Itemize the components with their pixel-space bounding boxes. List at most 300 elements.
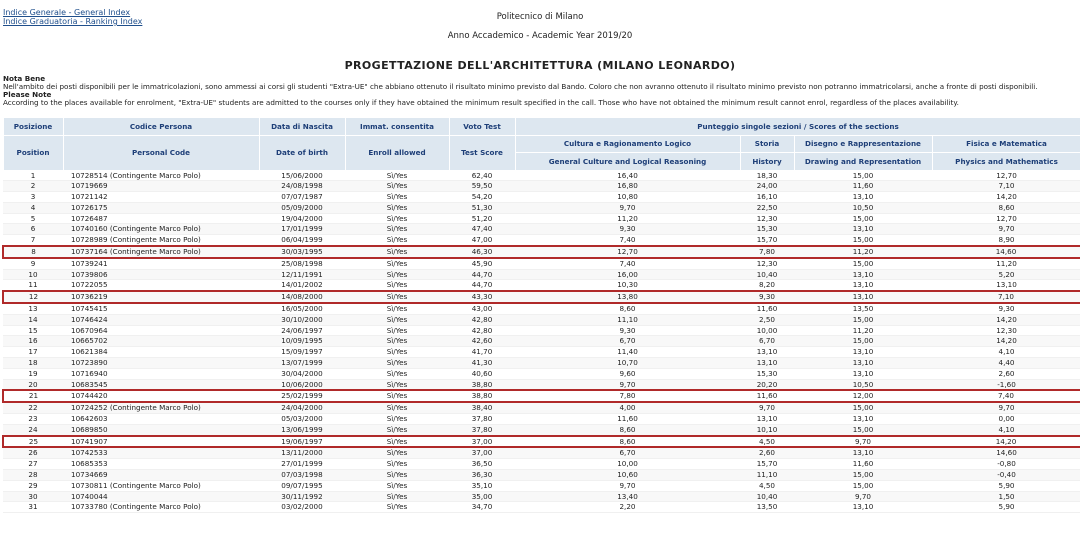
cell-date-of-birth: 14/08/2000: [259, 291, 345, 303]
cell-score-history: 13,50: [740, 502, 794, 513]
cell-score-physics-math: 12,70: [932, 213, 1080, 224]
table-row: [3, 181, 1080, 192]
cell-position: 30: [3, 491, 63, 502]
cell-score-physics-math: 14,20: [932, 192, 1080, 203]
cell-enroll-allowed: Sì/Yes: [345, 402, 449, 413]
cell-personal-code: 10685353: [63, 459, 259, 470]
cell-score-history: 10,00: [740, 325, 794, 336]
table-body: [3, 170, 1080, 513]
cell-score-history: 13,10: [740, 358, 794, 369]
cell-personal-code: 10746424: [63, 314, 259, 325]
cell-score-drawing: 11,60: [794, 181, 932, 192]
cell-score-culture-logic: 13,40: [515, 491, 740, 502]
cell-enroll-allowed: Sì/Yes: [345, 181, 449, 192]
note-it-title: Nota Bene: [3, 75, 46, 83]
cell-score-physics-math: 9,70: [932, 402, 1080, 413]
cell-date-of-birth: 25/02/1999: [259, 390, 345, 402]
cell-enroll-allowed: Sì/Yes: [345, 170, 449, 181]
cell-score-culture-logic: 2,20: [515, 502, 740, 513]
cell-enroll-allowed: Sì/Yes: [345, 291, 449, 303]
cell-score-physics-math: 12,30: [932, 325, 1080, 336]
header-s3-en: Drawing and Representation: [794, 153, 932, 171]
cell-score-culture-logic: 8,60: [515, 436, 740, 448]
cell-score-physics-math: 12,70: [932, 170, 1080, 181]
cell-position: 24: [3, 424, 63, 435]
cell-personal-code: 10723890: [63, 358, 259, 369]
cell-score-culture-logic: 11,20: [515, 213, 740, 224]
cell-position: 7: [3, 235, 63, 246]
cell-enroll-allowed: Sì/Yes: [345, 424, 449, 435]
cell-score-history: 10,40: [740, 269, 794, 280]
cell-personal-code: 10741907: [63, 436, 259, 448]
cell-score-physics-math: 4,10: [932, 424, 1080, 435]
cell-score-drawing: 11,20: [794, 246, 932, 258]
cell-enroll-allowed: Sì/Yes: [345, 303, 449, 314]
cell-test-score: 42,60: [449, 336, 515, 347]
cell-score-physics-math: 7,10: [932, 291, 1080, 303]
cell-test-score: 46,30: [449, 246, 515, 258]
cell-date-of-birth: 05/03/2000: [259, 414, 345, 425]
cell-score-drawing: 15,00: [794, 235, 932, 246]
cell-enroll-allowed: Sì/Yes: [345, 213, 449, 224]
cell-score-drawing: 15,00: [794, 402, 932, 413]
cell-score-history: 11,60: [740, 390, 794, 402]
cell-score-physics-math: 7,40: [932, 390, 1080, 402]
cell-score-history: 13,10: [740, 347, 794, 358]
cell-score-physics-math: 8,90: [932, 235, 1080, 246]
cell-score-culture-logic: 9,70: [515, 379, 740, 390]
table-row-highlighted: [3, 291, 1080, 303]
cell-position: 17: [3, 347, 63, 358]
table-row: [3, 235, 1080, 246]
cell-score-history: 7,80: [740, 246, 794, 258]
ranking-table-wrap: [2, 117, 1080, 513]
cell-enroll-allowed: Sì/Yes: [345, 470, 449, 481]
cell-date-of-birth: 09/07/1995: [259, 480, 345, 491]
cell-date-of-birth: 13/06/1999: [259, 424, 345, 435]
cell-position: 1: [3, 170, 63, 181]
cell-enroll-allowed: Sì/Yes: [345, 390, 449, 402]
cell-score-physics-math: 5,90: [932, 480, 1080, 491]
cell-date-of-birth: 12/11/1991: [259, 269, 345, 280]
general-index-link[interactable]: Indice Generale - General Index: [3, 8, 131, 17]
cell-score-drawing: 11,60: [794, 459, 932, 470]
cell-position: 15: [3, 325, 63, 336]
institution-name: Politecnico di Milano: [496, 12, 584, 22]
cell-score-physics-math: 9,30: [932, 303, 1080, 314]
header-position-it: Posizione: [3, 118, 63, 136]
cell-date-of-birth: 19/06/1997: [259, 436, 345, 448]
cell-score-drawing: 12,00: [794, 390, 932, 402]
cell-score-drawing: 13,10: [794, 358, 932, 369]
cell-score-drawing: 13,10: [794, 368, 932, 379]
cell-position: 22: [3, 402, 63, 413]
cell-test-score: 42,80: [449, 325, 515, 336]
table-row: [3, 379, 1080, 390]
cell-score-history: 2,50: [740, 314, 794, 325]
cell-personal-code: 10728989 (Contingente Marco Polo): [63, 235, 259, 246]
cell-test-score: 38,40: [449, 402, 515, 413]
ranking-index-link[interactable]: Indice Graduatoria - Ranking Index: [3, 17, 143, 26]
cell-enroll-allowed: Sì/Yes: [345, 314, 449, 325]
cell-score-culture-logic: 11,60: [515, 414, 740, 425]
cell-score-history: 4,50: [740, 436, 794, 448]
cell-enroll-allowed: Sì/Yes: [345, 480, 449, 491]
cell-score-physics-math: 7,10: [932, 181, 1080, 192]
header-s4-en: Physics and Mathematics: [932, 153, 1080, 171]
cell-enroll-allowed: Sì/Yes: [345, 202, 449, 213]
cell-score-culture-logic: 7,40: [515, 235, 740, 246]
cell-enroll-allowed: Sì/Yes: [345, 447, 449, 458]
table-row: [3, 459, 1080, 470]
cell-enroll-allowed: Sì/Yes: [345, 502, 449, 513]
cell-score-history: 4,50: [740, 480, 794, 491]
cell-personal-code: 10621384: [63, 347, 259, 358]
cell-enroll-allowed: Sì/Yes: [345, 459, 449, 470]
cell-enroll-allowed: Sì/Yes: [345, 246, 449, 258]
cell-score-culture-logic: 10,00: [515, 459, 740, 470]
cell-score-physics-math: 5,20: [932, 269, 1080, 280]
cell-score-physics-math: 1,50: [932, 491, 1080, 502]
cell-score-culture-logic: 16,00: [515, 269, 740, 280]
cell-enroll-allowed: Sì/Yes: [345, 235, 449, 246]
table-row: [3, 358, 1080, 369]
cell-enroll-allowed: Sì/Yes: [345, 224, 449, 235]
cell-score-culture-logic: 8,60: [515, 303, 740, 314]
table-row: [3, 303, 1080, 314]
cell-score-physics-math: 14,60: [932, 246, 1080, 258]
cell-score-drawing: 13,50: [794, 303, 932, 314]
note-en-title: Please Note: [3, 91, 52, 99]
cell-test-score: 43,30: [449, 291, 515, 303]
cell-personal-code: 10689850: [63, 424, 259, 435]
cell-score-physics-math: -0,40: [932, 470, 1080, 481]
table-row: [3, 325, 1080, 336]
cell-test-score: 54,20: [449, 192, 515, 203]
cell-position: 12: [3, 291, 63, 303]
cell-score-physics-math: 13,10: [932, 280, 1080, 291]
cell-date-of-birth: 13/11/2000: [259, 447, 345, 458]
cell-position: 4: [3, 202, 63, 213]
header-s2-en: History: [740, 153, 794, 171]
cell-score-history: 15,30: [740, 224, 794, 235]
cell-score-drawing: 10,50: [794, 379, 932, 390]
cell-personal-code: 10722055: [63, 280, 259, 291]
cell-date-of-birth: 19/04/2000: [259, 213, 345, 224]
cell-score-history: 15,70: [740, 459, 794, 470]
cell-score-history: 11,10: [740, 470, 794, 481]
table-row: [3, 424, 1080, 435]
table-row: [3, 502, 1080, 513]
cell-score-history: 10,40: [740, 491, 794, 502]
cell-score-history: 11,60: [740, 303, 794, 314]
cell-score-physics-math: 8,60: [932, 202, 1080, 213]
cell-position: 28: [3, 470, 63, 481]
cell-test-score: 37,00: [449, 436, 515, 448]
cell-date-of-birth: 16/05/2000: [259, 303, 345, 314]
cell-score-drawing: 10,50: [794, 202, 932, 213]
cell-date-of-birth: 07/03/1998: [259, 470, 345, 481]
cell-score-drawing: 15,00: [794, 258, 932, 269]
cell-personal-code: 10728514 (Contingente Marco Polo): [63, 170, 259, 181]
cell-score-culture-logic: 8,60: [515, 424, 740, 435]
cell-position: 5: [3, 213, 63, 224]
cell-enroll-allowed: Sì/Yes: [345, 379, 449, 390]
table-row: [3, 447, 1080, 458]
cell-score-physics-math: 4,40: [932, 358, 1080, 369]
cell-score-culture-logic: 13,80: [515, 291, 740, 303]
cell-score-culture-logic: 10,70: [515, 358, 740, 369]
table-row: [3, 491, 1080, 502]
table-row: [3, 192, 1080, 203]
cell-test-score: 37,00: [449, 447, 515, 458]
cell-score-history: 6,70: [740, 336, 794, 347]
cell-score-physics-math: 0,00: [932, 414, 1080, 425]
cell-position: 19: [3, 368, 63, 379]
cell-personal-code: 10740044: [63, 491, 259, 502]
cell-score-physics-math: 11,20: [932, 258, 1080, 269]
cell-test-score: 43,00: [449, 303, 515, 314]
cell-score-history: 16,10: [740, 192, 794, 203]
cell-score-culture-logic: 9,30: [515, 224, 740, 235]
cell-score-physics-math: -1,60: [932, 379, 1080, 390]
header-dob-en: Date of birth: [259, 135, 345, 170]
header-enroll-en: Enroll allowed: [345, 135, 449, 170]
table-row: [3, 470, 1080, 481]
header-score-en: Test Score: [449, 135, 515, 170]
cell-score-drawing: 13,10: [794, 347, 932, 358]
cell-position: 26: [3, 447, 63, 458]
cell-test-score: 35,10: [449, 480, 515, 491]
cell-enroll-allowed: Sì/Yes: [345, 414, 449, 425]
cell-enroll-allowed: Sì/Yes: [345, 192, 449, 203]
cell-score-history: 2,60: [740, 447, 794, 458]
cell-test-score: 62,40: [449, 170, 515, 181]
cell-date-of-birth: 30/04/2000: [259, 368, 345, 379]
cell-personal-code: 10665702: [63, 336, 259, 347]
ranking-table: [2, 117, 1080, 513]
cell-date-of-birth: 03/02/2000: [259, 502, 345, 513]
cell-test-score: 38,80: [449, 379, 515, 390]
cell-score-drawing: 11,20: [794, 325, 932, 336]
cell-date-of-birth: 05/09/2000: [259, 202, 345, 213]
header-s1-en: General Culture and Logical Reasoning: [515, 153, 740, 171]
cell-score-history: 20,20: [740, 379, 794, 390]
cell-score-culture-logic: 10,80: [515, 192, 740, 203]
cell-test-score: 59,50: [449, 181, 515, 192]
cell-score-history: 10,10: [740, 424, 794, 435]
header-s4-it: Fisica e Matematica: [932, 135, 1080, 153]
cell-position: 29: [3, 480, 63, 491]
cell-position: 21: [3, 390, 63, 402]
cell-test-score: 41,30: [449, 358, 515, 369]
table-row-highlighted: [3, 390, 1080, 402]
cell-position: 16: [3, 336, 63, 347]
table-row: [3, 258, 1080, 269]
cell-enroll-allowed: Sì/Yes: [345, 358, 449, 369]
cell-position: 18: [3, 358, 63, 369]
cell-position: 8: [3, 246, 63, 258]
cell-personal-code: 10683545: [63, 379, 259, 390]
cell-score-drawing: 13,10: [794, 280, 932, 291]
cell-test-score: 34,70: [449, 502, 515, 513]
table-row: [3, 202, 1080, 213]
cell-score-history: 12,30: [740, 258, 794, 269]
cell-score-culture-logic: 4,00: [515, 402, 740, 413]
cell-score-culture-logic: 11,40: [515, 347, 740, 358]
cell-score-drawing: 9,70: [794, 491, 932, 502]
cell-score-physics-math: 14,20: [932, 336, 1080, 347]
cell-test-score: 36,30: [449, 470, 515, 481]
cell-personal-code: 10642603: [63, 414, 259, 425]
cell-test-score: 37,80: [449, 424, 515, 435]
header-score-it: Voto Test: [449, 118, 515, 136]
cell-score-history: 24,00: [740, 181, 794, 192]
cell-position: 11: [3, 280, 63, 291]
cell-enroll-allowed: Sì/Yes: [345, 280, 449, 291]
cell-score-drawing: 13,10: [794, 291, 932, 303]
header-s2-it: Storia: [740, 135, 794, 153]
cell-personal-code: 10736219: [63, 291, 259, 303]
cell-score-drawing: 9,70: [794, 436, 932, 448]
cell-date-of-birth: 17/01/1999: [259, 224, 345, 235]
cell-test-score: 40,60: [449, 368, 515, 379]
cell-score-drawing: 13,10: [794, 269, 932, 280]
cell-position: 6: [3, 224, 63, 235]
cell-score-drawing: 15,00: [794, 470, 932, 481]
note-it-text: Nell'ambito dei posti disponibili per le immatricolazioni, sono ammessi ai corsi gli studenti "Extra-UE" che abbiano ottenuto il risultato minimo previsto dal Bando. Coloro che non avranno ottenuto il risultato minimo previsto non potranno immatricolarsi, anche a fronte di posti disponibili.: [3, 83, 1038, 91]
cell-score-culture-logic: 10,30: [515, 280, 740, 291]
cell-enroll-allowed: Sì/Yes: [345, 336, 449, 347]
header-enroll-it: Immat. consentita: [345, 118, 449, 136]
cell-personal-code: 10745415: [63, 303, 259, 314]
cell-enroll-allowed: Sì/Yes: [345, 368, 449, 379]
cell-test-score: 44,70: [449, 280, 515, 291]
cell-test-score: 44,70: [449, 269, 515, 280]
header-code-en: Personal Code: [63, 135, 259, 170]
cell-personal-code: 10670964: [63, 325, 259, 336]
cell-score-history: 9,70: [740, 402, 794, 413]
table-row: [3, 347, 1080, 358]
cell-personal-code: 10740160 (Contingente Marco Polo): [63, 224, 259, 235]
cell-score-history: 13,10: [740, 414, 794, 425]
cell-score-history: 12,30: [740, 213, 794, 224]
cell-enroll-allowed: Sì/Yes: [345, 491, 449, 502]
cell-score-drawing: 15,00: [794, 314, 932, 325]
cell-date-of-birth: 30/10/2000: [259, 314, 345, 325]
cell-personal-code: 10730811 (Contingente Marco Polo): [63, 480, 259, 491]
cell-date-of-birth: 15/06/2000: [259, 170, 345, 181]
cell-personal-code: 10721142: [63, 192, 259, 203]
header-s1-it: Cultura e Ragionamento Logico: [515, 135, 740, 153]
cell-date-of-birth: 30/11/1992: [259, 491, 345, 502]
cell-score-drawing: 15,00: [794, 424, 932, 435]
cell-position: 10: [3, 269, 63, 280]
table-row: [3, 269, 1080, 280]
cell-date-of-birth: 13/07/1999: [259, 358, 345, 369]
cell-position: 20: [3, 379, 63, 390]
cell-score-drawing: 15,00: [794, 480, 932, 491]
cell-score-drawing: 13,10: [794, 502, 932, 513]
cell-score-culture-logic: 7,40: [515, 258, 740, 269]
table-row: [3, 224, 1080, 235]
cell-score-culture-logic: 10,60: [515, 470, 740, 481]
cell-position: 14: [3, 314, 63, 325]
cell-score-drawing: 13,10: [794, 447, 932, 458]
table-row: [3, 213, 1080, 224]
cell-date-of-birth: 07/07/1987: [259, 192, 345, 203]
table-row: [3, 314, 1080, 325]
cell-score-culture-logic: 11,10: [515, 314, 740, 325]
cell-test-score: 36,50: [449, 459, 515, 470]
cell-score-drawing: 15,00: [794, 336, 932, 347]
cell-test-score: 51,30: [449, 202, 515, 213]
cell-score-drawing: 13,10: [794, 192, 932, 203]
cell-score-physics-math: 14,20: [932, 314, 1080, 325]
cell-personal-code: 10742533: [63, 447, 259, 458]
table-row: [3, 414, 1080, 425]
cell-score-drawing: 13,10: [794, 414, 932, 425]
cell-test-score: 42,80: [449, 314, 515, 325]
cell-personal-code: 10724252 (Contingente Marco Polo): [63, 402, 259, 413]
cell-date-of-birth: 27/01/1999: [259, 459, 345, 470]
cell-date-of-birth: 25/08/1998: [259, 258, 345, 269]
table-row: [3, 170, 1080, 181]
cell-date-of-birth: 30/03/1995: [259, 246, 345, 258]
cell-enroll-allowed: Sì/Yes: [345, 269, 449, 280]
header-sections: Punteggio singole sezioni / Scores of the sections: [515, 118, 1080, 136]
cell-score-history: 15,70: [740, 235, 794, 246]
cell-personal-code: 10719669: [63, 181, 259, 192]
header-code-it: Codice Persona: [63, 118, 259, 136]
cell-position: 31: [3, 502, 63, 513]
cell-score-physics-math: 5,90: [932, 502, 1080, 513]
cell-personal-code: 10737164 (Contingente Marco Polo): [63, 246, 259, 258]
cell-score-culture-logic: 9,60: [515, 368, 740, 379]
cell-date-of-birth: 10/09/1995: [259, 336, 345, 347]
cell-test-score: 35,00: [449, 491, 515, 502]
cell-personal-code: 10744420: [63, 390, 259, 402]
cell-position: 27: [3, 459, 63, 470]
cell-date-of-birth: 10/06/2000: [259, 379, 345, 390]
cell-score-physics-math: -0,80: [932, 459, 1080, 470]
cell-enroll-allowed: Sì/Yes: [345, 436, 449, 448]
cell-test-score: 37,80: [449, 414, 515, 425]
cell-test-score: 47,40: [449, 224, 515, 235]
table-row: [3, 402, 1080, 413]
cell-personal-code: 10739806: [63, 269, 259, 280]
notes-block: [3, 75, 1078, 107]
cell-enroll-allowed: Sì/Yes: [345, 347, 449, 358]
cell-position: 25: [3, 436, 63, 448]
cell-test-score: 38,80: [449, 390, 515, 402]
cell-test-score: 45,90: [449, 258, 515, 269]
cell-position: 3: [3, 192, 63, 203]
cell-personal-code: 10734669: [63, 470, 259, 481]
cell-test-score: 41,70: [449, 347, 515, 358]
cell-score-culture-logic: 16,80: [515, 181, 740, 192]
header-position-en: Position: [3, 135, 63, 170]
cell-score-culture-logic: 9,70: [515, 202, 740, 213]
header-dob-it: Data di Nascita: [259, 118, 345, 136]
cell-score-drawing: 15,00: [794, 213, 932, 224]
table-row: [3, 480, 1080, 491]
cell-score-history: 9,30: [740, 291, 794, 303]
cell-personal-code: 10716940: [63, 368, 259, 379]
cell-score-physics-math: 14,60: [932, 447, 1080, 458]
cell-test-score: 51,20: [449, 213, 515, 224]
cell-score-culture-logic: 6,70: [515, 447, 740, 458]
